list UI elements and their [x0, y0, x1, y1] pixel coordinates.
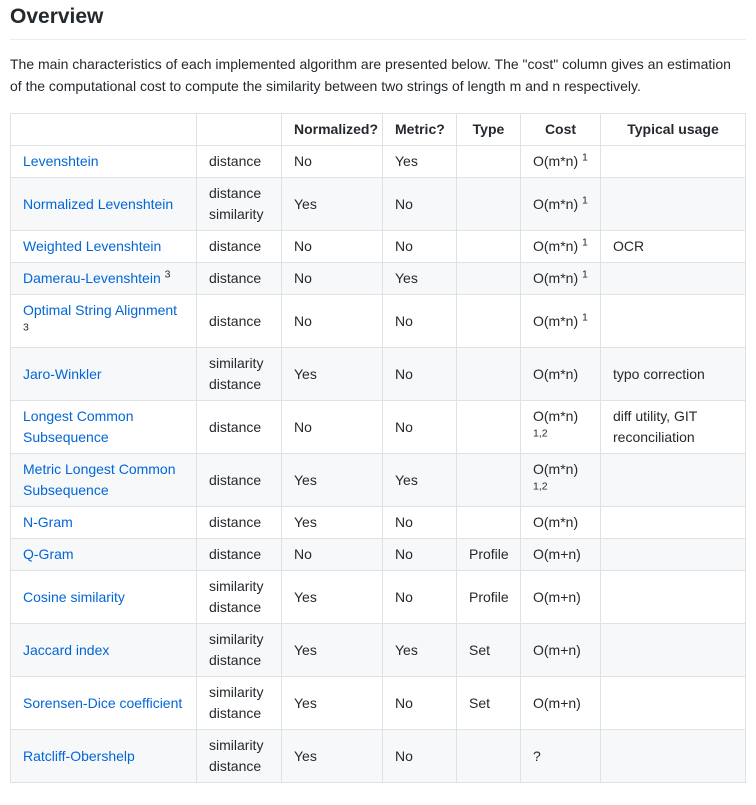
- cost-value: O(m+n): [533, 588, 581, 605]
- algorithm-name-cell: [11, 401, 197, 454]
- usage-cell: [601, 146, 746, 178]
- footnote-ref: 1,2: [533, 480, 548, 493]
- kind-cell: distance: [197, 263, 282, 295]
- table-row: [11, 624, 746, 677]
- kind-cell: distance: [197, 295, 282, 348]
- algorithm-name-cell: [11, 348, 197, 401]
- normalized-cell: No: [282, 539, 383, 571]
- type-cell: [457, 507, 521, 539]
- type-cell: [457, 295, 521, 348]
- algorithm-name-cell: [11, 730, 197, 783]
- normalized-cell: Yes: [282, 507, 383, 539]
- type-cell: [457, 454, 521, 507]
- type-cell: Profile: [457, 571, 521, 624]
- algorithm-link[interactable]: Jaro-Winkler: [23, 365, 102, 382]
- algorithm-link[interactable]: Optimal String Alignment: [23, 302, 178, 319]
- metric-cell: No: [383, 231, 457, 263]
- algorithm-link[interactable]: Sorensen-Dice coefficient: [23, 694, 183, 711]
- usage-cell: typo correction: [601, 348, 746, 401]
- kind-cell: distance: [197, 539, 282, 571]
- type-cell: [457, 401, 521, 454]
- algorithm-link[interactable]: Damerau-Levenshtein: [23, 270, 161, 287]
- normalized-cell: No: [282, 263, 383, 295]
- metric-cell: No: [383, 348, 457, 401]
- algorithm-link[interactable]: Levenshtein: [23, 153, 99, 170]
- normalized-cell: Yes: [282, 624, 383, 677]
- type-cell: [457, 178, 521, 231]
- cost-cell: [521, 348, 601, 401]
- algorithm-name-cell: [11, 231, 197, 263]
- cost-cell: [521, 677, 601, 730]
- algorithm-link[interactable]: Ratcliff-Obershelp: [23, 747, 135, 764]
- usage-cell: [601, 730, 746, 783]
- col-header-typical-usage: Typical usage: [601, 114, 746, 146]
- algorithm-name-cell: [11, 624, 197, 677]
- table-body: [11, 146, 746, 783]
- footnote-ref: 1: [582, 194, 588, 207]
- metric-cell: Yes: [383, 263, 457, 295]
- col-header-type: Type: [457, 114, 521, 146]
- algorithm-name-cell: [11, 263, 197, 295]
- table-row: [11, 571, 746, 624]
- kind-cell: similarity distance: [197, 730, 282, 783]
- normalized-cell: No: [282, 231, 383, 263]
- kind-cell: distance: [197, 146, 282, 178]
- col-header-empty: [11, 114, 197, 146]
- kind-cell: similarity distance: [197, 677, 282, 730]
- normalized-cell: No: [282, 146, 383, 178]
- algorithm-link[interactable]: Jaccard index: [23, 641, 110, 658]
- table-row: [11, 454, 746, 507]
- algorithm-name-cell: [11, 178, 197, 231]
- type-cell: [457, 263, 521, 295]
- header-row: [11, 114, 746, 146]
- usage-cell: [601, 507, 746, 539]
- usage-cell: [601, 454, 746, 507]
- metric-cell: No: [383, 539, 457, 571]
- cost-value: O(m+n): [533, 546, 581, 563]
- algorithms-table: [10, 113, 746, 783]
- type-cell: Set: [457, 677, 521, 730]
- cost-cell: [521, 401, 601, 454]
- metric-cell: No: [383, 401, 457, 454]
- table-row: [11, 178, 746, 231]
- cost-value: O(m*n) $^1$: [533, 236, 588, 255]
- table-row: [11, 231, 746, 263]
- cost-value: O(m*n) $^1$: [533, 311, 588, 329]
- cost-cell: [521, 539, 601, 571]
- intro-text: The main characteristics of each implemented algorithm are presented below. The "cost" column gives an estimation of the computational cost to compute the similarity between two strings of length m and n respectively.: [10, 56, 731, 95]
- algorithm-link[interactable]: N-Gram: [23, 514, 73, 531]
- cost-cell: [521, 454, 601, 507]
- metric-cell: No: [383, 295, 457, 348]
- table-row: [11, 539, 746, 571]
- type-cell: [457, 146, 521, 178]
- metric-cell: No: [383, 507, 457, 539]
- kind-cell: distance: [197, 507, 282, 539]
- cost-cell: [521, 624, 601, 677]
- page-title: Overview: [10, 4, 746, 40]
- cost-value: O(m*n) $^1$: [533, 194, 588, 212]
- cost-value: O(m*n): [533, 461, 579, 478]
- col-header-empty: [197, 114, 282, 146]
- type-cell: [457, 348, 521, 401]
- cost-value: O(m+n): [533, 694, 581, 711]
- footnote-ref: 1: [582, 151, 588, 164]
- usage-cell: [601, 295, 746, 348]
- usage-cell: [601, 539, 746, 571]
- cost-value: O(m+n): [533, 641, 581, 658]
- algorithm-name-cell: [11, 677, 197, 730]
- metric-cell: No: [383, 730, 457, 783]
- metric-cell: Yes: [383, 624, 457, 677]
- footnote-ref: 1: [582, 311, 588, 324]
- algorithm-name-cell: [11, 539, 197, 571]
- kind-cell: distance: [197, 401, 282, 454]
- cost-cell: [521, 231, 601, 263]
- algorithm-name-cell: [11, 146, 197, 178]
- algorithm-link[interactable]: Metric Longest Common Subsequence: [23, 461, 176, 499]
- usage-cell: OCR: [601, 231, 746, 263]
- kind-cell: distance: [197, 454, 282, 507]
- normalized-cell: Yes: [282, 348, 383, 401]
- metric-cell: No: [383, 571, 457, 624]
- cost-cell: [521, 146, 601, 178]
- cost-cell: [521, 295, 601, 348]
- cost-value: O(m*n) $^1$: [533, 268, 588, 287]
- usage-cell: [601, 571, 746, 624]
- col-header-cost: Cost: [521, 114, 601, 146]
- type-cell: Profile: [457, 539, 521, 571]
- normalized-cell: No: [282, 401, 383, 454]
- usage-cell: [601, 178, 746, 231]
- normalized-cell: Yes: [282, 730, 383, 783]
- algorithm-name-cell: [11, 454, 197, 507]
- table-row: [11, 146, 746, 178]
- algorithm-name-cell: [11, 295, 197, 348]
- cost-cell: [521, 571, 601, 624]
- type-cell: [457, 231, 521, 263]
- table-row: [11, 295, 746, 348]
- metric-cell: No: [383, 178, 457, 231]
- cost-cell: [521, 263, 601, 295]
- col-header-metric: Metric?: [383, 114, 457, 146]
- table-header: [11, 114, 746, 146]
- algorithm-link[interactable]: Q-Gram: [23, 546, 74, 563]
- table-row: [11, 507, 746, 539]
- cost-value: ?: [533, 747, 541, 764]
- cost-value: O(m*n): [533, 408, 579, 425]
- metric-cell: No: [383, 677, 457, 730]
- usage-cell: [601, 677, 746, 730]
- cost-value: O(m*n): [533, 514, 579, 531]
- kind-cell: similarity distance: [197, 571, 282, 624]
- normalized-cell: Yes: [282, 571, 383, 624]
- cost-value: O(m*n): [533, 365, 579, 382]
- cost-cell: [521, 507, 601, 539]
- algorithm-link[interactable]: Normalized Levenshtein: [23, 195, 174, 212]
- table-row: [11, 401, 746, 454]
- cost-value: O(m*n) $^1$: [533, 151, 588, 170]
- footnote-ref: 1: [582, 268, 588, 281]
- usage-cell: [601, 263, 746, 295]
- cost-cell: [521, 178, 601, 231]
- normalized-cell: Yes: [282, 677, 383, 730]
- normalized-cell: Yes: [282, 454, 383, 507]
- footnote-ref: 1,2: [533, 427, 548, 440]
- kind-cell: distance: [197, 231, 282, 263]
- metric-cell: Yes: [383, 146, 457, 178]
- normalized-cell: No: [282, 295, 383, 348]
- kind-cell: similarity distance: [197, 624, 282, 677]
- algorithm-name-cell: [11, 507, 197, 539]
- usage-cell: diff utility, GIT reconciliation: [601, 401, 746, 454]
- type-cell: [457, 730, 521, 783]
- table-row: [11, 730, 746, 783]
- usage-cell: [601, 624, 746, 677]
- footnote-ref: 1: [582, 236, 588, 249]
- kind-cell: distance similarity: [197, 178, 282, 231]
- col-header-normalized: Normalized?: [282, 114, 383, 146]
- table-row: [11, 677, 746, 730]
- algorithm-link[interactable]: Cosine similarity: [23, 588, 125, 605]
- table-row: [11, 263, 746, 295]
- metric-cell: Yes: [383, 454, 457, 507]
- type-cell: Set: [457, 624, 521, 677]
- algorithm-link[interactable]: Weighted Levenshtein: [23, 238, 162, 255]
- footnote-ref: 3: [164, 268, 171, 281]
- footnote-ref: 3: [23, 321, 29, 334]
- kind-cell: similarity distance: [197, 348, 282, 401]
- algorithm-link[interactable]: Longest Common Subsequence: [23, 408, 134, 446]
- normalized-cell: Yes: [282, 178, 383, 231]
- table-row: [11, 348, 746, 401]
- cost-cell: [521, 730, 601, 783]
- algorithm-name-cell: [11, 571, 197, 624]
